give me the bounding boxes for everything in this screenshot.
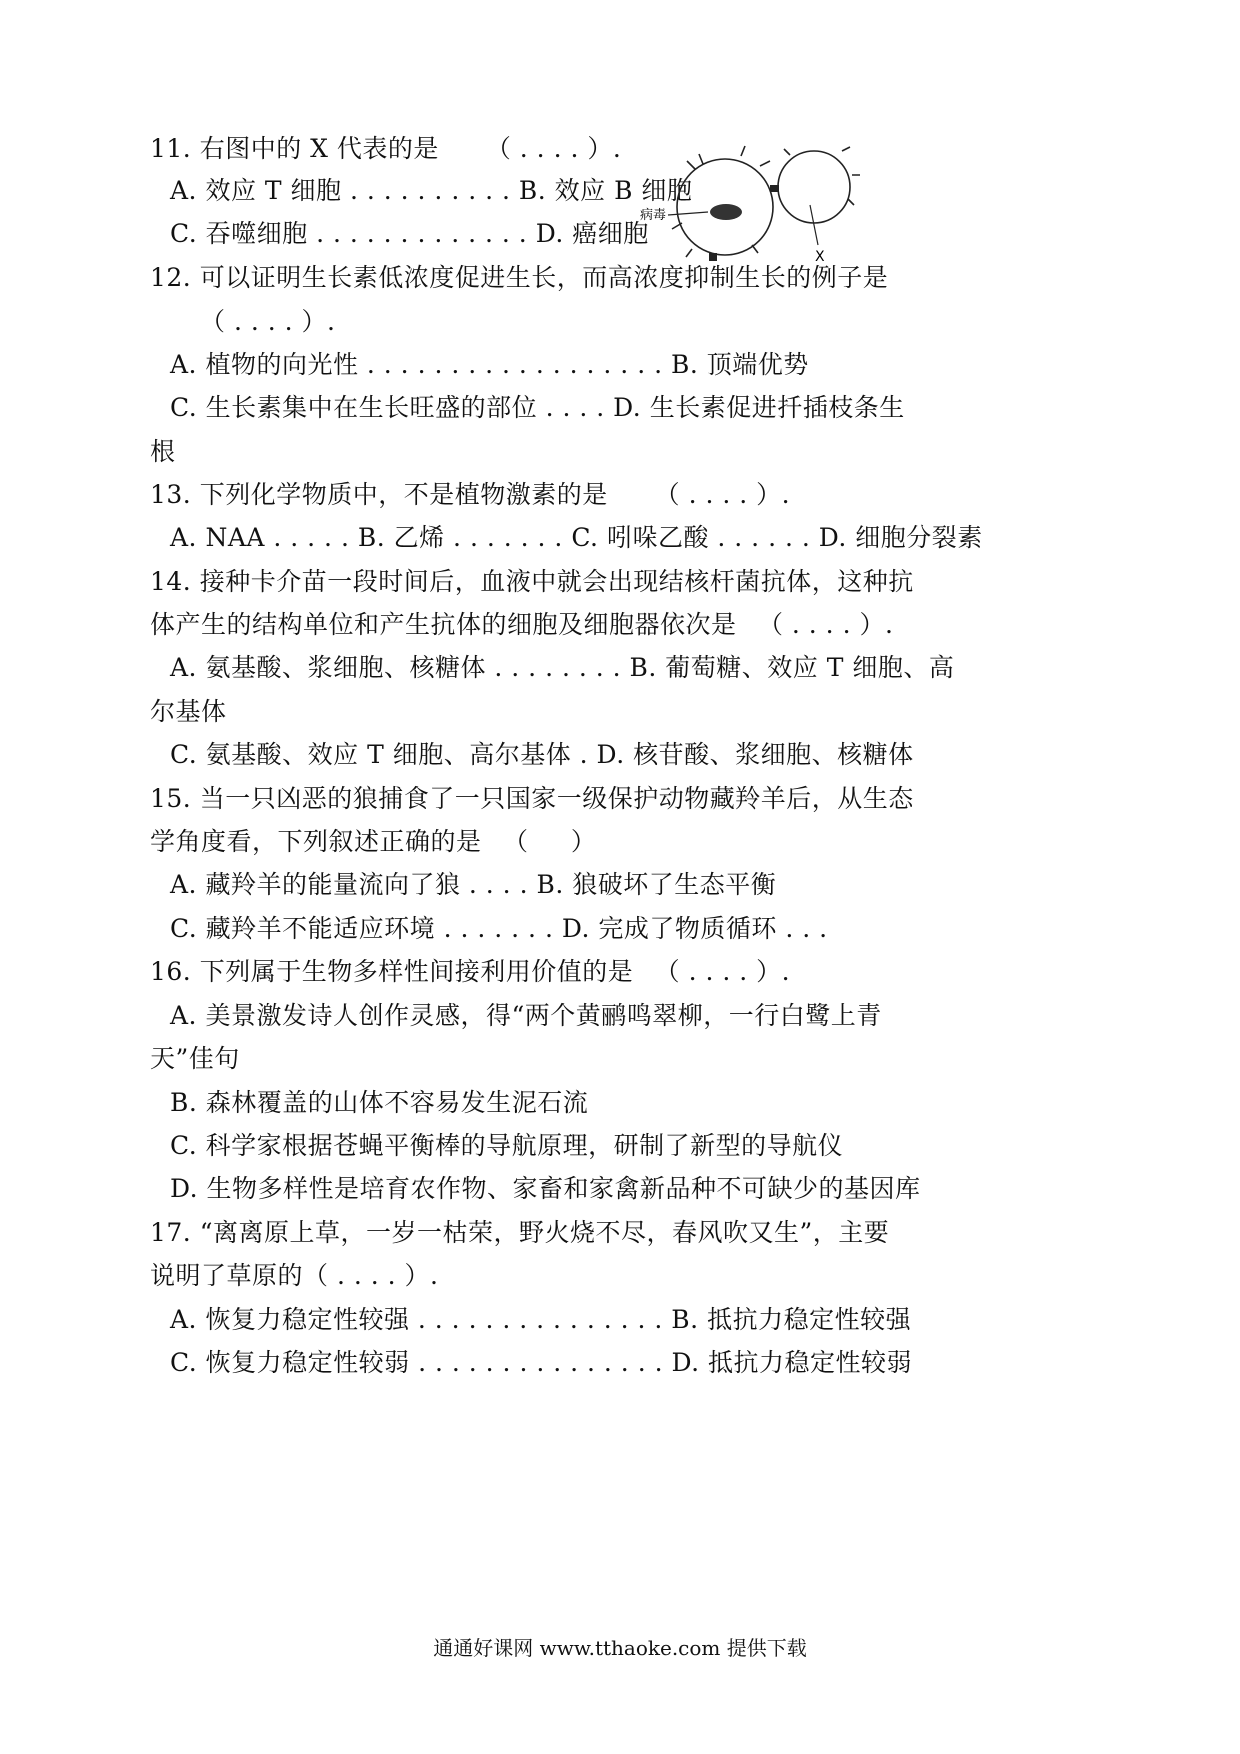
question-16-option-b: B. 森林覆盖的山体不容易发生泥石流 (170, 1088, 589, 1117)
question-17-option-cd: C. 恢复力稳定性较弱 . . . . . . . . . . . . . . . D. 抵抗力稳定性较弱 (170, 1348, 913, 1377)
footer-source: 通通好课网 www.tthaoke.com 提供下载 (433, 1636, 807, 1660)
cell-diagram (640, 145, 860, 275)
question-14-stem: 14. 接种卡介苗一段时间后，血液中就会出现结核杆菌抗体，这种抗 (150, 567, 914, 596)
question-11-stem: 11. 右图中的 X 代表的是 （ . . . . ）. (150, 134, 622, 163)
question-15-stem: 15. 当一只凶恶的狼捕食了一只国家一级保护动物藏羚羊后，从生态 (150, 784, 914, 813)
question-12-stem: 12. 可以证明生长素低浓度促进生长，而高浓度抑制生长的例子是 (150, 263, 889, 292)
receptor-block-2 (709, 253, 717, 261)
question-17-stem: 17. “离离原上草，一岁一枯荣，野火烧不尽，春风吹又生”，主要 (150, 1218, 890, 1247)
question-13-stem: 13. 下列化学物质中，不是植物激素的是 （ . . . . ）. (150, 480, 791, 509)
question-17-option-ab: A. 恢复力稳定性较强 . . . . . . . . . . . . . . . B. 抵抗力稳定性较强 (170, 1305, 912, 1334)
x-pointer (810, 205, 818, 245)
question-16-stem: 16. 下列属于生物多样性间接利用价值的是 （ . . . . ）. (150, 957, 791, 986)
question-11-option-cd: C. 吞噬细胞 . . . . . . . . . . . . . D. 癌细胞 (170, 219, 649, 248)
question-16-option-a: A. 美景激发诗人创作灵感，得“两个黄鹂鸣翠柳，一行白鹭上青 (170, 1001, 882, 1030)
question-12-option-cd: C. 生长素集中在生长旺盛的部位 . . . . D. 生长素促进扦插枝条生 (170, 393, 905, 422)
virus-label: 病毒 (640, 208, 667, 223)
question-14-option-cont: 尔基体 (150, 697, 227, 726)
virus-pointer (668, 212, 708, 215)
x-label: X (815, 249, 825, 265)
question-16-option-d: D. 生物多样性是培育农作物、家畜和家禽新品种不可缺少的基因库 (170, 1174, 921, 1203)
question-15-option-ab: A. 藏羚羊的能量流向了狼 . . . . B. 狼破坏了生态平衡 (170, 870, 777, 899)
x-cell (778, 145, 860, 223)
question-16-option-c: C. 科学家根据苍蝇平衡棒的导航原理，研制了新型的导航仪 (170, 1131, 844, 1160)
question-15-option-cd: C. 藏羚羊不能适应环境 . . . . . . . D. 完成了物质循环 . . . (170, 914, 828, 943)
question-14-option-ab: A. 氨基酸、浆细胞、核糖体 . . . . . . . . B. 葡萄糖、效应 T 细胞、高 (170, 653, 955, 682)
question-12-stem-cont: （ . . . . ）. (200, 307, 336, 336)
question-17-stem-cont: 说明了草原的（ . . . . ）. (150, 1261, 439, 1290)
question-12-option-cont: 根 (150, 437, 176, 466)
question-14-option-cd: C. 氨基酸、效应 T 细胞、高尔基体 . D. 核苷酸、浆细胞、核糖体 (170, 740, 914, 769)
question-15-stem-cont: 学角度看，下列叙述正确的是 （ ） (150, 827, 597, 856)
host-cell (672, 146, 773, 257)
question-16-option-a-cont: 天”佳句 (150, 1044, 240, 1073)
question-12-option-ab: A. 植物的向光性 . . . . . . . . . . . . . . . . . . B. 顶端优势 (170, 350, 809, 379)
question-13-options: A. NAA . . . . . B. 乙烯 . . . . . . . C. 吲哚乙酸 . . . . . . D. 细胞分裂素 (170, 523, 983, 552)
question-14-stem-cont: 体产生的结构单位和产生抗体的细胞及细胞器依次是 （ . . . . ）. (150, 610, 894, 639)
question-11-option-ab: A. 效应 T 细胞 . . . . . . . . . . B. 效应 B 细胞 (170, 176, 693, 205)
virus-in-cell (710, 204, 742, 220)
